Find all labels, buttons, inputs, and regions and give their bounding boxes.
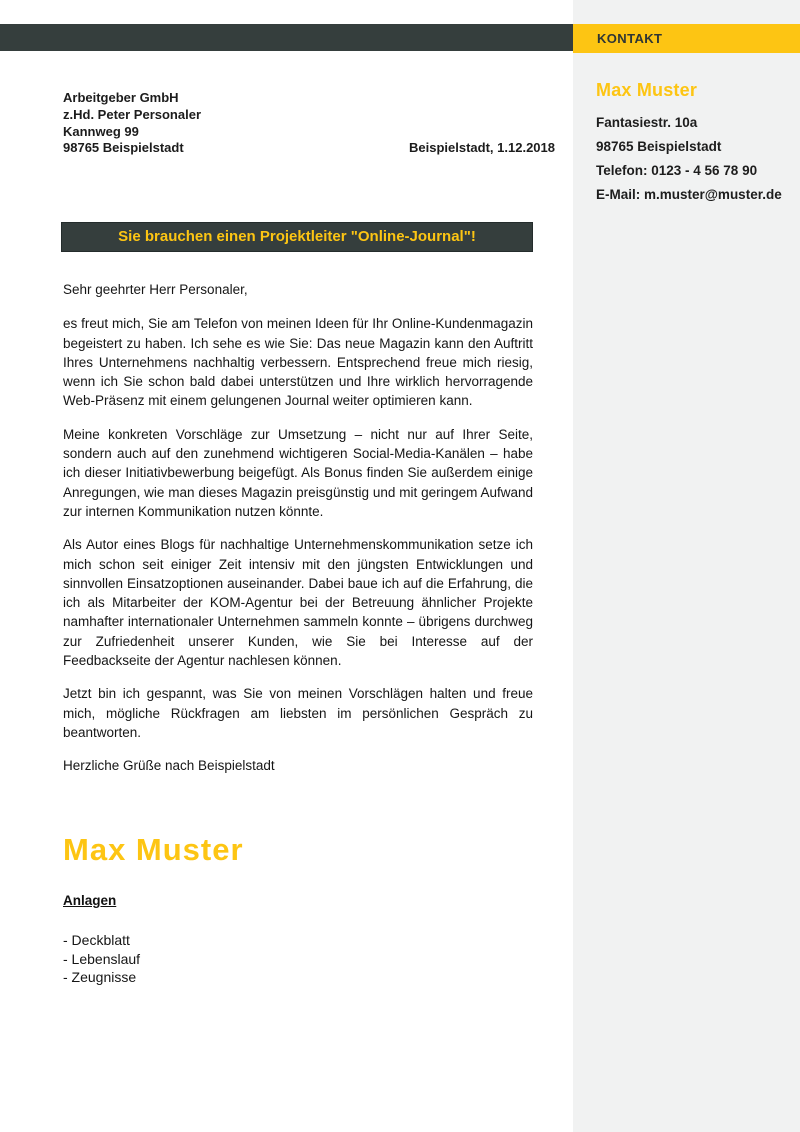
paragraph: Als Autor eines Blogs für nachhaltige Unternehmenskommunikation setze ich mich schon seit einiger Zeit intensiv mit den jüngsten Entwicklungen und sinnvollen Einsatzoptionen auseinander. Dabei baue ich auf die Erfahrung, die ich als Mitarbeiter der KOM-Agentur bei der Betreuung ähnlicher Projekte namhafter internationaler Unternehmen sammeln konnte – übrigens durchweg zur Zufriedenheit unserer Kunden, wie Sie bei Interesse auf der Feedbackseite der Agentur nachlesen können.: [63, 537, 533, 669]
closing-line: Herzliche Grüße nach Beispielstadt: [63, 758, 275, 774]
sender-name: Max Muster: [596, 80, 698, 100]
salutation: Sehr geehrter Herr Personaler,: [63, 282, 248, 297]
enclosures-list: [63, 931, 140, 987]
recipient-contact: z.Hd. Peter Personaler: [63, 106, 201, 122]
recipient-city: 98765 Beispielstadt: [63, 140, 184, 156]
sender-street: Fantasiestr. 10a: [596, 115, 698, 130]
kontakt-header-bar: [573, 24, 800, 53]
paragraph: es freut mich, Sie am Telefon von meinen Ideen für Ihr Online-Kundenmagazin begeistert zu haben. Ich sehe es wie Sie: Das neue Magazin kann den Auftritt Ihres Unternehmens nachhaltig verbessern. Entsprechend freue mich riesig, wenn ich Sie schon bald dabei unterstützen und Ihre wirklich hervorragende Web-Präsenz mit einem gelungenen Journal weiter optimieren kann.: [63, 316, 533, 409]
subject-banner-text: Sie brauchen einen Projektleiter "Online-Journal"!: [118, 228, 476, 245]
subject-banner: [61, 222, 533, 252]
recipient-street: Kannweg 99: [63, 123, 139, 139]
signature-name: Max Muster: [63, 832, 244, 867]
enclosure-item: - Zeugnisse: [63, 969, 137, 986]
paragraph: Jetzt bin ich gespannt, was Sie von meinen Vorschlägen halten und freue mich, mögliche Rückfragen am liebsten im persönlichen Gespräch zu beantworten.: [63, 686, 533, 740]
enclosure-item: - Lebenslauf: [63, 950, 141, 967]
date-line: Beispielstadt, 1.12.2018: [409, 140, 555, 155]
sender-city: 98765 Beispielstadt: [596, 139, 722, 154]
enclosure-item: - Deckblatt: [63, 932, 130, 948]
letter-body: [63, 280, 533, 776]
recipient-company: Arbeitgeber GmbH: [63, 90, 179, 105]
enclosures-title: Anlagen: [63, 893, 117, 908]
sender-phone: Telefon: 0123 - 4 56 78 90: [596, 163, 758, 178]
header-bar: [0, 24, 573, 51]
sender-email: E-Mail: m.muster@muster.de: [596, 187, 782, 202]
contact-sidebar: [573, 0, 800, 1132]
paragraph: Meine konkreten Vorschläge zur Umsetzung – nicht nur auf Ihrer Seite, sondern auch auf den zunehmend wichtigeren Social-Media-Kanälen – habe ich dieser Initiativbewerbung beigefügt. Als Bonus finden Sie außerdem einige Anregungen, wie man dieses Magazin preisgünstig und mit geringem Aufwand zur internen Kommunikation nutzen könnte.: [63, 426, 533, 519]
kontakt-label: KONTAKT: [597, 31, 663, 46]
